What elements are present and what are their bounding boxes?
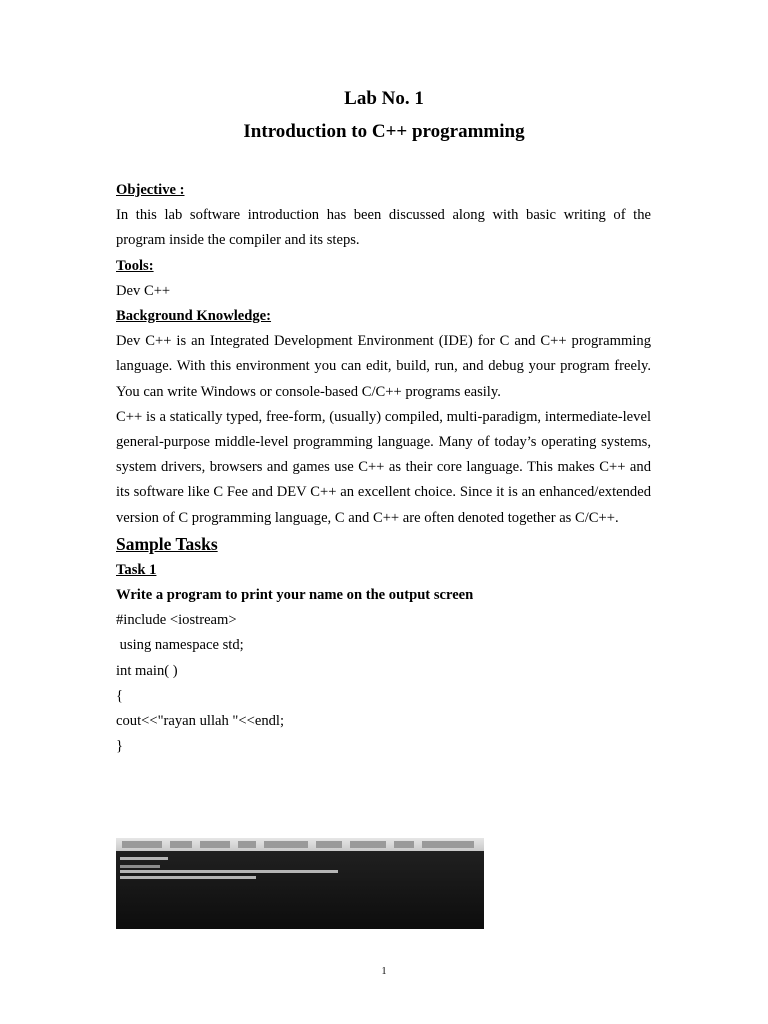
code-line: using namespace std; (116, 637, 244, 654)
code-line: { (116, 687, 124, 704)
objective-heading: Objective : (116, 182, 185, 198)
code-line: int main( ) (116, 662, 178, 679)
ide-toolbar-strip (116, 838, 484, 851)
console-window (116, 851, 484, 929)
lab-subtitle: Introduction to C++ programming (243, 121, 525, 142)
code-line: } (116, 738, 124, 755)
objective-text: In this lab software introduction has been discussed along with basic writing of the program inside the compiler and its steps. (116, 207, 651, 249)
code-line: #include <iostream> (116, 612, 237, 629)
tools-heading: Tools: (116, 257, 154, 274)
sample-tasks-heading: Sample Tasks (116, 533, 218, 554)
task-1-label: Task 1 (116, 561, 157, 578)
lab-title: Lab No. 1 (344, 88, 424, 109)
console-output-screenshot (116, 838, 484, 929)
page-number: 1 (381, 966, 387, 977)
background-heading: Background Knowledge: (116, 308, 272, 325)
task-1-description: Write a program to print your name on the output screen (116, 587, 474, 604)
code-line: cout<<"rayan ullah "<<endl; (116, 713, 285, 730)
document-body (116, 178, 651, 759)
tools-text: Dev C++ (116, 282, 171, 299)
code-block (116, 608, 651, 759)
background-paragraph-1: Dev C++ is an Integrated Development Environment (IDE) for C and C++ programming language. With this environment you can edit, build, run, and debug your program freely. You can write Windows or console-based C/C++ programs easily. (116, 333, 651, 400)
background-paragraph-2: C++ is a statically typed, free-form, (usually) compiled, multi-paradigm, intermediate-level general-purpose middle-level programming language. Many of today’s operating systems, system drivers, browsers and games use C++ as their core language. This makes C++ and its software like C Fee and DEV C++ an excellent choice. Since it is an enhanced/extended version of C programming language, C and C++ are often denoted together as C/C++. (116, 408, 651, 526)
